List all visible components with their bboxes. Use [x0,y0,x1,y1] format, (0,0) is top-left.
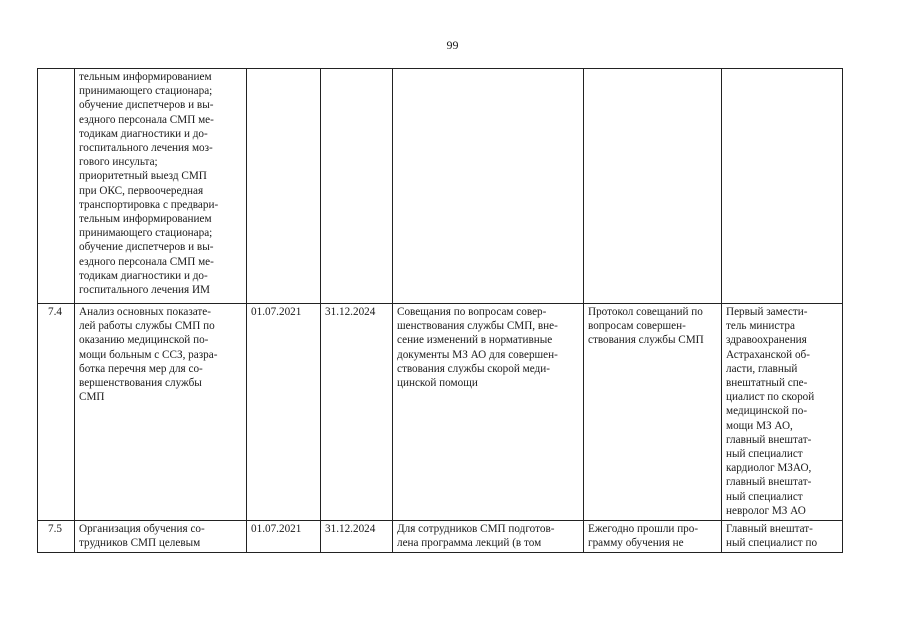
row-number [38,69,75,304]
responsible-cell: Первый замести- тель министра здравоохранения Астраханской об- ласти, главный внештатный спе- циалист по скорой медицинской по- мощи МЗ АО, главный внештат- ный специалист кардиолог МЗАО, главный внештат- ный специалист невролог МЗ АО [722,304,843,521]
measures-table [37,68,843,553]
activity-cell: Организация обучения со- трудников СМП целевым [75,521,247,553]
responsible-cell [722,69,843,304]
start-date-cell: 01.07.2021 [247,521,321,553]
control-cell: Протокол совещаний по вопросам совершен- ствования службы СМП [584,304,722,521]
end-date-cell: 31.12.2024 [321,304,393,521]
page-number: 99 [446,38,459,52]
table-row [38,69,843,304]
result-cell [393,69,584,304]
table-row [38,304,843,521]
start-date-cell: 01.07.2021 [247,304,321,521]
row-number: 7.5 [38,521,75,553]
activity-cell: тельным информированием принимающего стационара; обучение диспетчеров и вы- ездного персонала СМП ме- тодикам диагностики и до- госпитального лечения моз- гового инсульта; приоритетный выезд СМП при ОКС, первоочередная транспортировка с предвари- тельным информированием принимающего стационара; обучение диспетчеров и вы- ездного персонала СМП ме- тодикам диагностики и до- госпитального лечения ИМ [75,69,247,304]
end-date-cell: 31.12.2024 [321,521,393,553]
end-date-cell [321,69,393,304]
result-cell: Для сотрудников СМП подготов- лена программа лекций (в том [393,521,584,553]
control-cell [584,69,722,304]
result-cell: Совещания по вопросам совер- шенствования службы СМП, вне- сение изменений в нормативные документы МЗ АО для совершен- ствования службы скорой меди- цинской помощи [393,304,584,521]
responsible-cell: Главный внештат- ный специалист по [722,521,843,553]
activity-cell: Анализ основных показате- лей работы службы СМП по оказанию медицинской по- мощи больным с ССЗ, разра- ботка перечня мер для со- вершенствования службы СМП [75,304,247,521]
table-row [38,521,843,553]
row-number: 7.4 [38,304,75,521]
control-cell: Ежегодно прошли про- грамму обучения не [584,521,722,553]
start-date-cell [247,69,321,304]
